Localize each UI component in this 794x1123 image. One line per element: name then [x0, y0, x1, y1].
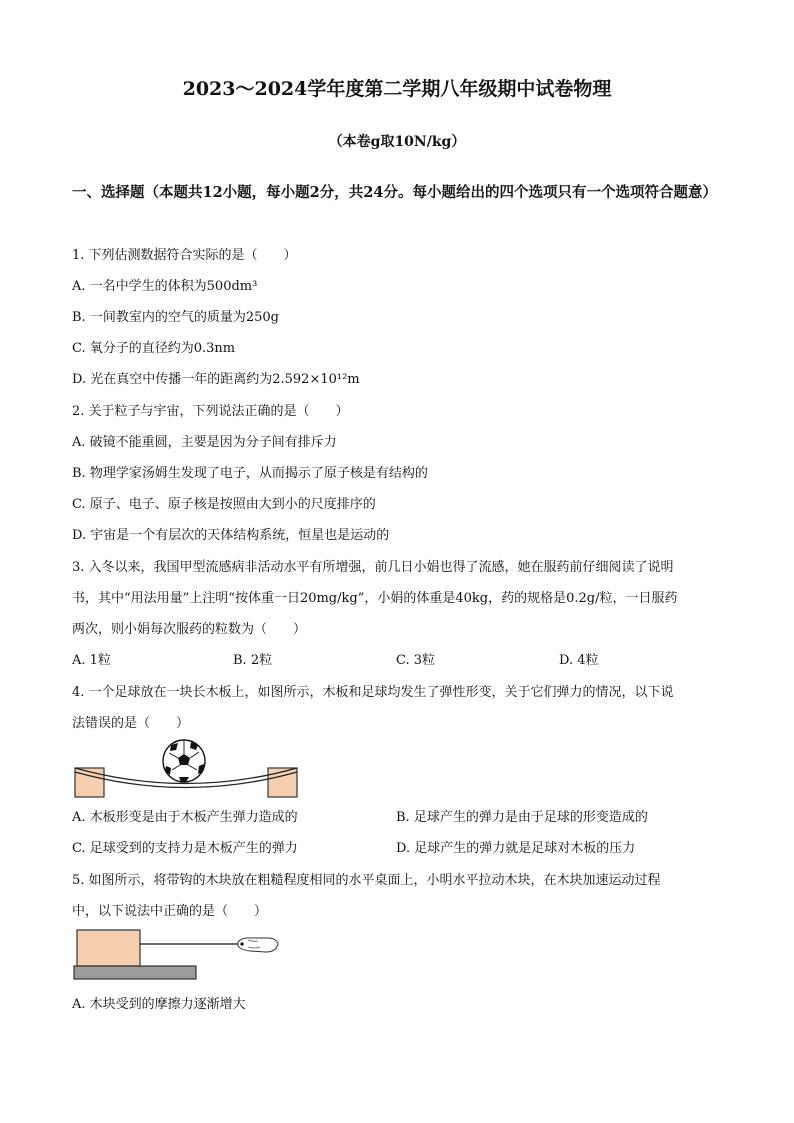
- q2-option-a: A. 破镜不能重圆，主要是因为分子间有排斥力: [72, 435, 337, 450]
- q4-stem-line-2: 法错误的是（ ）: [72, 716, 190, 731]
- q1-option-c: C. 氧分子的直径约为0.3nm: [72, 341, 236, 356]
- tabletop: [74, 966, 196, 979]
- page-title: 2023～2024学年度第二学期八年级期中试卷物理: [182, 78, 612, 100]
- q3-option-b: B. 2粒: [233, 653, 273, 668]
- q5-figure-block-pulled: [72, 926, 280, 982]
- section-heading: 一、选择题（本题共12小题，每小题2分，共24分。每小题给出的四个选项只有一个选项符合题意）: [72, 184, 717, 201]
- wooden-block: [77, 930, 140, 966]
- q1-option-b: B. 一间教室内的空气的质量为250g: [72, 310, 279, 325]
- q4-option-b: B. 足球产生的弹力是由于足球的形变造成的: [396, 810, 648, 825]
- q1-option-d: D. 光在真空中传播一年的距离约为2.592×10¹²m: [72, 372, 360, 387]
- q4-figure-football-on-board: [72, 735, 308, 799]
- q1-stem: 1. 下列估测数据符合实际的是（ ）: [72, 248, 297, 263]
- q4-stem-line-1: 4. 一个足球放在一块长木板上，如图所示，木板和足球均发生了弹性形变，关于它们弹力的情况，以下说: [72, 685, 674, 700]
- q5-option-a: A. 木块受到的摩擦力逐渐增大: [72, 997, 246, 1012]
- q3-stem-line-2: 书，其中“用法用量”上注明“按体重一日20mg/kg”，小娟的体重是40kg，药的规格是0.2g/粒，一日服药: [72, 591, 678, 606]
- q5-stem-line-2: 中，以下说法中正确的是（ ）: [72, 904, 268, 919]
- q2-option-c: C. 原子、电子、原子核是按照由大到小的尺度排序的: [72, 497, 376, 512]
- q2-stem: 2. 关于粒子与宇宙，下列说法正确的是（ ）: [72, 404, 349, 419]
- q3-option-c: C. 3粒: [396, 653, 436, 668]
- hand-icon: [238, 938, 278, 952]
- q4-option-c: C. 足球受到的支持力是木板产生的弹力: [72, 841, 298, 856]
- q3-option-a: A. 1粒: [72, 653, 111, 668]
- q4-option-a: A. 木板形变是由于木板产生弹力造成的: [72, 810, 298, 825]
- q4-option-d: D. 足球产生的弹力就是足球对木板的压力: [396, 841, 636, 856]
- q5-stem-line-1: 5. 如图所示，将带钩的木块放在粗糙程度相同的水平桌面上，小明水平拉动木块，在木块加速运动过程: [72, 873, 661, 888]
- q3-stem-line-1: 3. 入冬以来，我国甲型流感病非活动水平有所增强，前几日小娟也得了流感，她在服药前仔细阅读了说明: [72, 560, 674, 575]
- q3-stem-line-3: 两次，则小娟每次服药的粒数为（ ）: [72, 622, 307, 637]
- page-subtitle: （本卷g取10N/kg）: [328, 134, 466, 150]
- q2-option-d: D. 宇宙是一个有层次的天体结构系统，恒星也是运动的: [72, 528, 390, 543]
- q1-option-a: A. 一名中学生的体积为500dm³: [72, 279, 258, 294]
- q3-option-d: D. 4粒: [559, 653, 599, 668]
- football-icon: [163, 740, 205, 782]
- q2-option-b: B. 物理学家汤姆生发现了电子，从而揭示了原子核是有结构的: [72, 466, 428, 481]
